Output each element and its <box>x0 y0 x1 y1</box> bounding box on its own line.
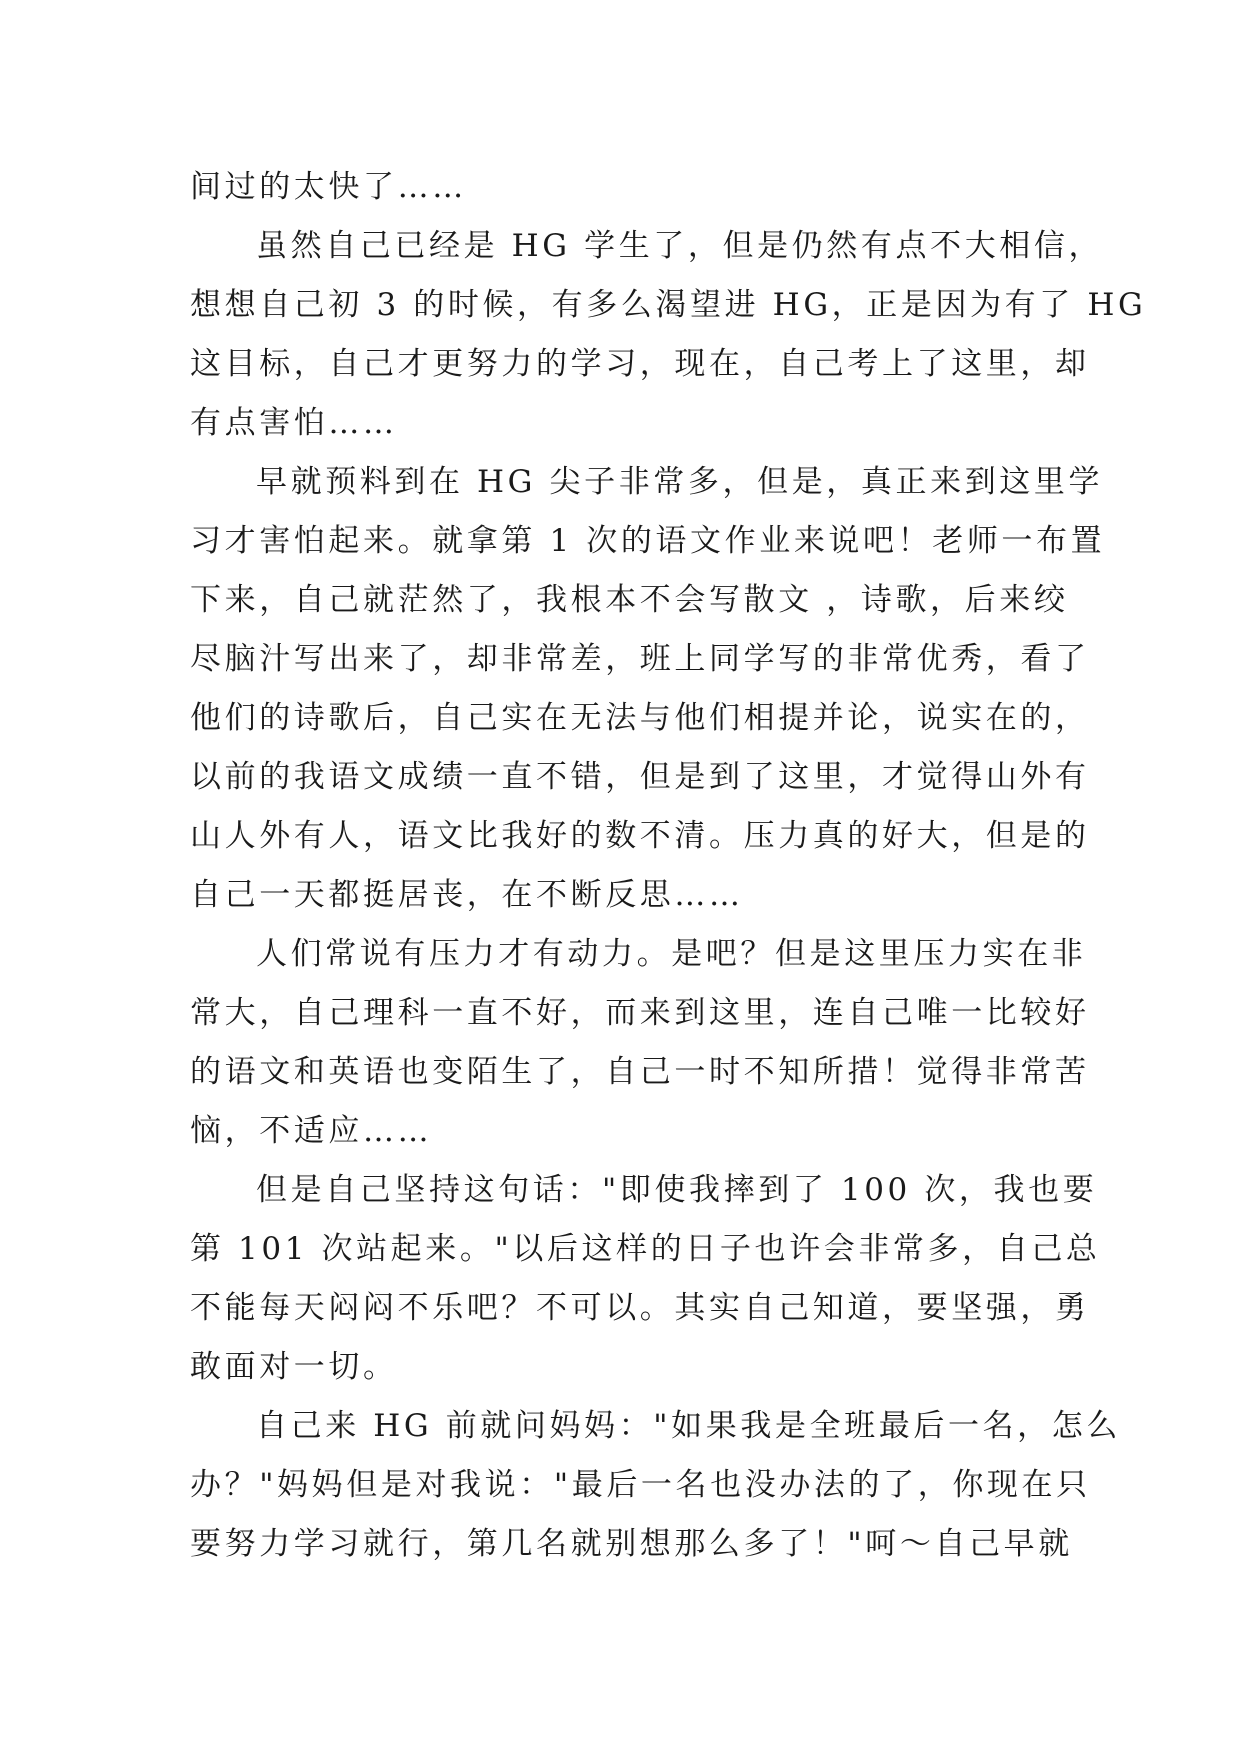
text-line: 这目标，自己才更努力的学习，现在，自己考上了这里，却 <box>190 346 1090 382</box>
text-line: 他们的诗歌后，自己实在无法与他们相提并论，说实在的， <box>190 700 1090 736</box>
text-line: 要努力学习就行，第几名就别想那么多了！"呵～自己早就 <box>190 1526 1073 1562</box>
text-line: 但是自己坚持这句话："即使我摔到了 100 次，我也要 <box>256 1172 1098 1208</box>
text-line: 自己来 HG 前就问妈妈："如果我是全班最后一名，怎么 <box>256 1408 1121 1444</box>
text-line: 第 101 次站起来。"以后这样的日子也许会非常多，自己总 <box>190 1231 1101 1267</box>
text-line: 山人外有人，语文比我好的数不清。压力真的好大，但是的 <box>190 818 1090 854</box>
text-line: 尽脑汁写出来了，却非常差，班上同学写的非常优秀，看了 <box>190 641 1090 677</box>
text-line: 习才害怕起来。就拿第 1 次的语文作业来说吧！老师一布置 <box>190 523 1106 559</box>
text-line: 敢面对一切。 <box>190 1349 398 1385</box>
text-line: 以前的我语文成绩一直不错，但是到了这里，才觉得山外有 <box>190 759 1090 795</box>
text-line: 有点害怕…… <box>190 405 398 441</box>
text-line: 间过的太快了…… <box>190 169 467 205</box>
text-line: 恼，不适应…… <box>190 1113 433 1149</box>
text-line: 常大，自己理科一直不好，而来到这里，连自己唯一比较好 <box>190 995 1090 1031</box>
document-body <box>190 158 1147 1574</box>
text-line: 下来，自己就茫然了，我根本不会写散文 ，诗歌，后来绞 <box>190 582 1069 618</box>
text-line: 想想自己初 3 的时候，有多么渴望进 HG，正是因为有了 HG <box>190 287 1147 323</box>
text-line: 虽然自己已经是 HG 学生了，但是仍然有点不大相信， <box>256 228 1104 264</box>
text-line: 不能每天闷闷不乐吧？不可以。其实自己知道，要坚强，勇 <box>190 1290 1090 1326</box>
text-line: 早就预料到在 HG 尖子非常多，但是，真正来到这里学 <box>256 464 1104 500</box>
text-line: 办？"妈妈但是对我说："最后一名也没办法的了，你现在只 <box>190 1467 1091 1503</box>
text-line: 人们常说有压力才有动力。是吧？但是这里压力实在非 <box>256 936 1087 972</box>
text-line: 自己一天都挺居丧，在不断反思…… <box>190 877 744 913</box>
text-line: 的语文和英语也变陌生了，自己一时不知所措！觉得非常苦 <box>190 1054 1090 1090</box>
